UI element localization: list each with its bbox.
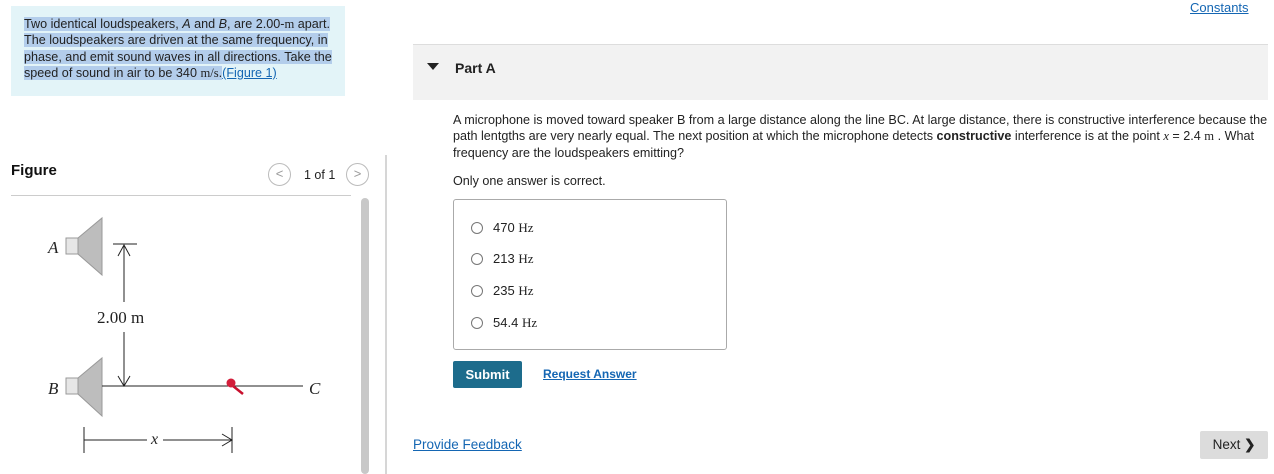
label-x: x [151, 431, 159, 448]
distance-label: 2.00 m [97, 308, 145, 327]
chevron-right-icon: > [353, 166, 362, 181]
choice-label: 54.4 Hz [493, 315, 538, 330]
speaker-a-icon [66, 218, 102, 275]
radio-button[interactable] [471, 285, 483, 297]
submit-button[interactable]: Submit [453, 361, 522, 388]
speaker-diagram [11, 200, 351, 470]
next-button[interactable] [1200, 431, 1268, 459]
problem-statement [11, 6, 345, 96]
radio-button[interactable] [471, 222, 483, 234]
instruction-text: Only one answer is correct. [453, 174, 606, 188]
provide-feedback-link[interactable]: Provide Feedback [413, 437, 522, 452]
speaker-b-icon [66, 358, 102, 416]
choice-3[interactable] [471, 281, 534, 301]
caret-down-icon[interactable] [427, 63, 439, 70]
next-figure-button[interactable] [346, 163, 369, 186]
radio-button[interactable] [471, 317, 483, 329]
choice-2[interactable] [471, 249, 534, 269]
figure-scrollbar[interactable] [361, 198, 369, 474]
part-a-title: Part A [455, 60, 496, 76]
figure-counter: 1 of 1 [304, 168, 336, 182]
label-a: A [48, 238, 59, 257]
choice-label: 470 Hz [493, 220, 534, 235]
choice-4[interactable] [471, 313, 537, 333]
answer-choices [453, 199, 727, 350]
choice-1[interactable] [471, 218, 534, 238]
choice-label: 213 Hz [493, 251, 534, 266]
figure-1-link[interactable]: (Figure 1) [222, 65, 277, 80]
request-answer-link[interactable]: Request Answer [543, 367, 637, 381]
chevron-right-icon: ❯ [1244, 437, 1256, 452]
choice-label: 235 Hz [493, 283, 534, 298]
question-text: A microphone is moved toward speaker B from a large distance along the line BC. At large distance, there is constructive interference because the path lentgths are very nearly equal. The next position at which the microphone detects constructive interference is at the point x = 2.4 m . What frequency are the loudspeakers emitting? [453, 113, 1268, 160]
figure-title: Figure [11, 162, 57, 179]
problem-text: Two identical loudspeakers, A and B, are 2.00-m apart. The loudspeakers are driven at the same frequency, in phase, and emit sound waves in all directions. Take the speed of sound in air to be 340 m/s.(Figure 1) [24, 17, 332, 80]
radio-button[interactable] [471, 253, 483, 265]
constants-link[interactable]: Constants [1190, 0, 1249, 15]
part-a-header[interactable] [413, 45, 1268, 100]
chevron-left-icon: < [275, 166, 284, 181]
label-c: C [309, 379, 321, 398]
next-label: Next [1212, 437, 1241, 452]
panel-divider [385, 155, 387, 474]
label-b: B [48, 379, 59, 398]
figure-divider [11, 195, 351, 196]
prev-figure-button[interactable] [268, 163, 291, 186]
